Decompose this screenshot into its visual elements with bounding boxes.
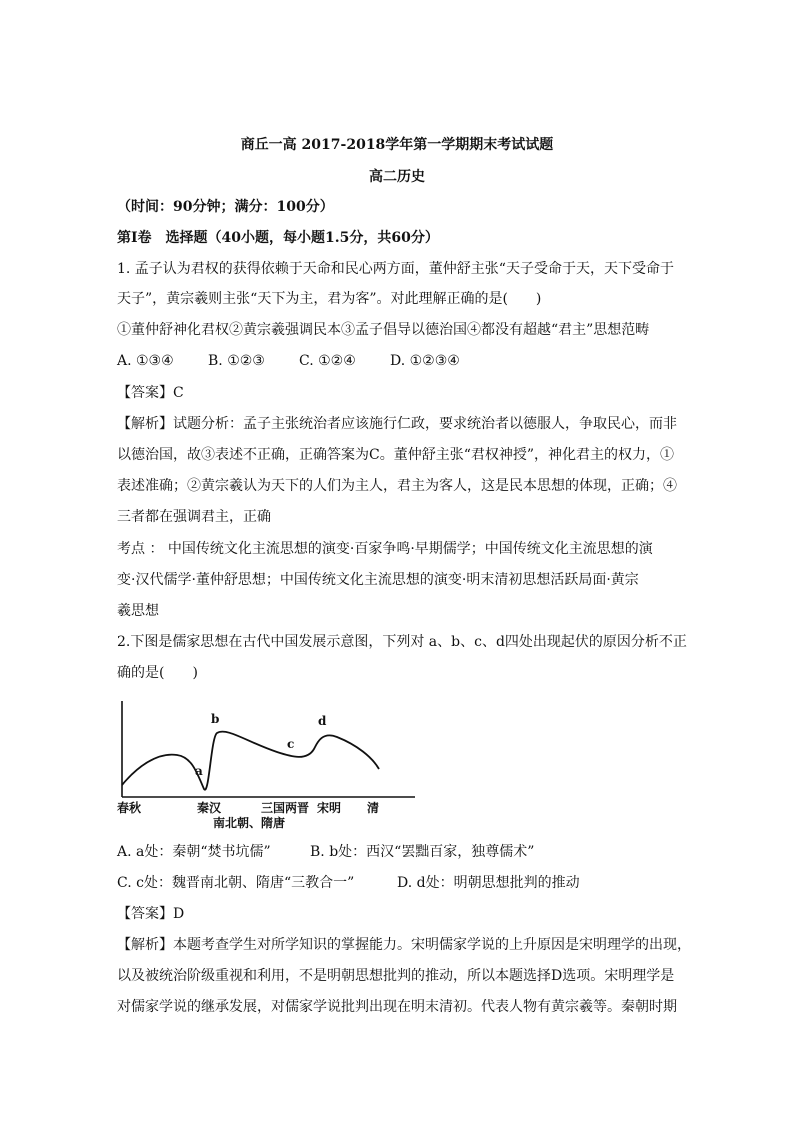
q1-statements: ①董仲舒神化君权②黄宗羲强调民本③孟子倡导以德治国④都没有超越“君主”思想范畴 xyxy=(117,322,650,338)
period-label-5: 清 xyxy=(367,801,380,815)
q2-analysis-line-2: 以及被统治阶级重视和利用，不是明朝思想批判的推动，所以本题选择D选项。宋明理学是 xyxy=(117,968,675,984)
point-a-label: a xyxy=(195,764,203,778)
subject-title: 高二历史 xyxy=(369,169,425,185)
time-info: （时间：90分钟；满分：100分） xyxy=(117,199,334,215)
q2-option-b: B. b处：西汉“罢黜百家，独尊儒术” xyxy=(310,844,535,860)
period-label-2: 秦汉 xyxy=(197,801,222,815)
q1-analysis-line-2: 以德治国，故③表述不正确，正确答案为C。董仲舒主张“君权神授”，神化君主的权力，① xyxy=(117,447,675,463)
point-c-label: c xyxy=(287,737,295,751)
section-heading: 第Ⅰ卷 选择题（40小题，每小题1.5分，共60分） xyxy=(117,230,439,246)
q1-option-c: C. ①②④ xyxy=(299,353,356,369)
point-b-label: b xyxy=(211,712,220,726)
period-label-3: 三国两晋 xyxy=(261,801,310,815)
q2-answer: 【答案】D xyxy=(117,906,185,922)
q1-stem-line-1: 1. 孟子认为君权的获得依赖于天命和民心两方面，董仲舒主张“天子受命于天，天下受命于 xyxy=(117,261,674,277)
q2-stem-line-1: 2.下图是儒家思想在古代中国发展示意图，下列对 a、b、c、d四处出现起伏的原因分析不正 xyxy=(117,634,687,650)
q2-option-c: C. c处：魏晋南北朝、隋唐“三教合一” xyxy=(117,875,355,891)
q2-analysis-line-3: 对儒家学说的继承发展，对儒家学说批判出现在明末清初。代表人物有黄宗羲等。秦朝时期 xyxy=(117,999,677,1015)
q1-point-line-3: 羲思想 xyxy=(117,603,159,619)
q1-point-line-2: 变·汉代儒学·董仲舒思想；中国传统文化主流思想的演变·明末清初思想活跃局面·黄宗 xyxy=(117,572,639,588)
q1-option-a: A. ①③④ xyxy=(117,353,174,369)
confucianism-development-diagram xyxy=(117,697,417,832)
point-d-label: d xyxy=(318,714,327,728)
q1-analysis-line-3: 表述准确；②黄宗羲认为天下的人们为主人，君主为客人，这是民本思想的体现，正确；④ xyxy=(117,478,677,494)
q2-option-a: A. a处：秦朝“焚书坑儒” xyxy=(117,844,271,860)
q2-stem-line-2: 确的是( ) xyxy=(117,665,198,681)
q1-analysis-line-4: 三者都在强调君主，正确 xyxy=(117,509,271,525)
q1-stem-line-2: 天子”，黄宗羲则主张“天下为主，君为客”。对此理解正确的是( ) xyxy=(117,291,542,307)
period-label-1: 春秋 xyxy=(117,801,142,815)
q1-point-line-1: 考点 ： 中国传统文化主流思想的演变·百家争鸣·早期儒学；中国传统文化主流思想的演 xyxy=(117,541,653,557)
period-label-6: 南北朝、隋唐 xyxy=(213,816,286,830)
period-label-4: 宋明 xyxy=(317,801,342,815)
exam-title: 商丘一高 2017-2018学年第一学期期末考试试题 xyxy=(240,137,554,153)
development-curve xyxy=(122,732,379,790)
q1-option-d: D. ①②③④ xyxy=(390,353,460,369)
q1-option-b: B. ①②③ xyxy=(208,353,265,369)
q2-analysis-line-1: 【解析】本题考查学生对所学知识的掌握能力。宋明儒家学说的上升原因是宋明理学的出现， xyxy=(117,937,691,953)
q1-analysis-line-1: 【解析】试题分析：孟子主张统治者应该施行仁政，要求统治者以德服人，争取民心，而非 xyxy=(117,416,677,432)
q1-options xyxy=(117,352,460,370)
q2-option-d: D. d处：明朝思想批判的推动 xyxy=(397,875,580,891)
q1-answer: 【答案】C xyxy=(117,385,184,401)
q2-options-row-2 xyxy=(117,874,580,892)
q2-options-row-1 xyxy=(117,843,534,861)
